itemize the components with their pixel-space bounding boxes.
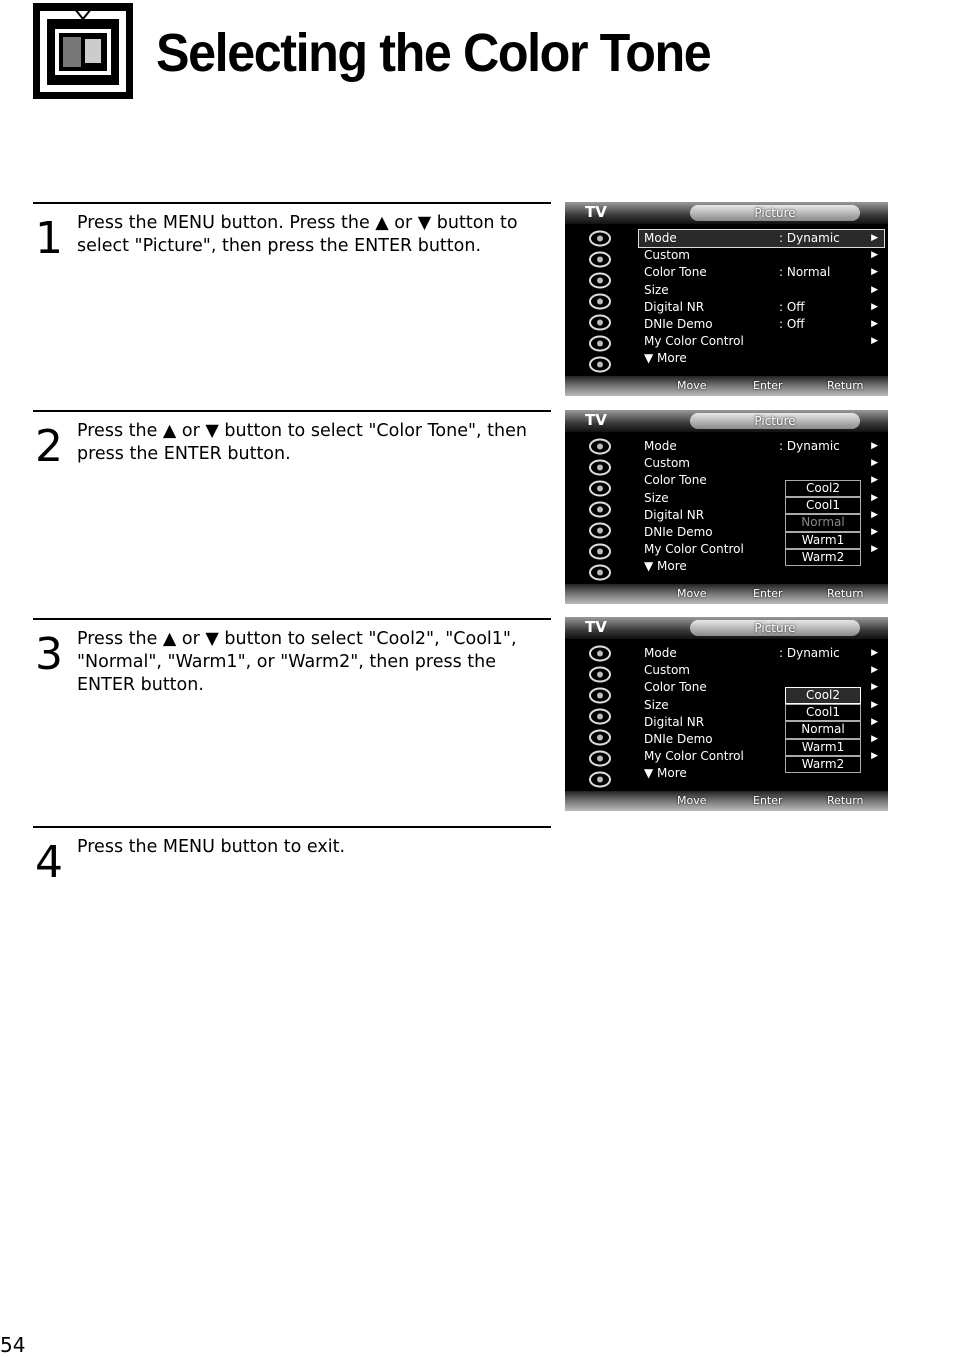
osd-hint-move: Move <box>677 587 707 600</box>
osd-menu-title: Picture <box>690 413 860 429</box>
osd-side-icons <box>579 436 619 586</box>
osd-item-label: Digital NR <box>644 714 705 729</box>
osd-item-label: ▼ More <box>644 351 687 366</box>
osd-item-label: Color Tone <box>644 473 707 488</box>
step-text: Press the ▲ or ▼ button to select "Color Tone", then press the ENTER button. <box>77 421 527 464</box>
osd-item-label: DNIe Demo <box>644 316 713 331</box>
osd-menu-item <box>639 282 884 299</box>
osd-item-value: : Off <box>779 316 805 331</box>
osd-item-label: Size <box>644 697 669 712</box>
right-arrow-icon: ▶ <box>871 336 878 347</box>
osd-menu-title: Picture <box>690 205 860 221</box>
channel-icon <box>587 687 613 704</box>
step-number: 3 <box>35 629 63 680</box>
right-arrow-icon: ▶ <box>871 250 878 261</box>
osd-hint-return: Return <box>827 379 864 392</box>
right-arrow-icon: ▶ <box>871 509 878 520</box>
step-text: Press the ▲ or ▼ button to select "Cool2", "Cool1", "Normal", "Warm1", or "Warm2", then press the ENTER button. <box>77 629 517 695</box>
right-arrow-icon: ▶ <box>871 441 878 451</box>
right-arrow-icon: ▶ <box>871 648 878 658</box>
osd-menu-item <box>639 264 884 281</box>
osd-menu-item <box>639 350 884 367</box>
application-icon <box>587 750 613 767</box>
osd-menu-item <box>639 230 884 247</box>
osd-menu-list <box>639 230 884 368</box>
tv-icon <box>33 3 133 99</box>
osd-tv-tab: TV <box>585 411 607 429</box>
osd-color-tone-option: Warm2 <box>785 756 861 773</box>
osd-item-label: Size <box>644 490 669 505</box>
osd-item-label: Mode <box>644 231 677 245</box>
right-arrow-icon: ▶ <box>871 751 878 762</box>
osd-color-tone-option: Warm1 <box>785 532 861 549</box>
osd-item-label: Digital NR <box>644 507 705 522</box>
right-arrow-icon: ▶ <box>871 492 878 503</box>
osd-side-icons <box>579 228 619 378</box>
osd-menu-item <box>639 316 884 333</box>
osd-top-bar <box>565 202 888 224</box>
osd-item-label: ▼ More <box>644 766 687 781</box>
osd-bottom-bar <box>565 584 888 604</box>
application-icon <box>587 543 613 560</box>
picture-icon <box>587 230 613 247</box>
osd-color-tone-option: Normal <box>785 514 861 531</box>
osd-bottom-bar <box>565 791 888 811</box>
osd-menu-item <box>639 438 884 455</box>
right-arrow-icon: ▶ <box>871 301 878 312</box>
tv-icon <box>587 564 613 581</box>
osd-menu-item <box>639 333 884 350</box>
right-arrow-icon: ▶ <box>871 475 878 486</box>
step-divider <box>33 410 551 412</box>
osd-item-label: Custom <box>644 456 690 471</box>
page-title: Selecting the Color Tone <box>156 23 711 83</box>
osd-item-value: : Dynamic <box>779 646 840 660</box>
osd-screen-picture-menu <box>565 202 888 396</box>
step-number: 2 <box>35 421 63 472</box>
setup-icon <box>587 293 613 310</box>
osd-hint-move: Move <box>677 379 707 392</box>
right-arrow-icon: ▶ <box>871 526 878 537</box>
osd-top-bar <box>565 410 888 432</box>
sound-icon <box>587 459 613 476</box>
osd-item-value: : Off <box>779 299 805 314</box>
osd-screen-color-tone-list <box>565 410 888 604</box>
setup-icon <box>587 708 613 725</box>
osd-item-label: Custom <box>644 248 690 263</box>
right-arrow-icon: ▶ <box>871 544 878 555</box>
osd-item-label: Size <box>644 282 669 297</box>
osd-tv-tab: TV <box>585 203 607 221</box>
application-icon <box>587 335 613 352</box>
osd-screen-color-tone-select <box>565 617 888 811</box>
osd-menu-item <box>639 645 884 662</box>
osd-side-icons <box>579 643 619 793</box>
osd-color-tone-option: Normal <box>785 721 861 738</box>
osd-item-value: : Dynamic <box>779 231 840 245</box>
step-number: 1 <box>35 213 63 264</box>
right-arrow-icon: ▶ <box>871 682 878 693</box>
osd-hint-enter: Enter <box>753 379 783 392</box>
osd-color-tone-option: Warm2 <box>785 549 861 566</box>
picture-icon <box>587 645 613 662</box>
channel-icon <box>587 480 613 497</box>
right-arrow-icon: ▶ <box>871 458 878 469</box>
osd-item-label: My Color Control <box>644 334 744 349</box>
osd-bottom-bar <box>565 376 888 396</box>
osd-color-tone-option: Warm1 <box>785 739 861 756</box>
sound-icon <box>587 251 613 268</box>
right-arrow-icon: ▶ <box>871 267 878 278</box>
setup-icon <box>587 501 613 518</box>
right-arrow-icon: ▶ <box>871 699 878 710</box>
step-divider <box>33 826 551 828</box>
step-text: Press the MENU button to exit. <box>77 837 346 857</box>
input-icon <box>587 522 613 539</box>
osd-item-label: Digital NR <box>644 299 705 314</box>
osd-item-label: DNIe Demo <box>644 731 713 746</box>
osd-menu-item <box>639 662 884 679</box>
step-text: Press the MENU button. Press the ▲ or ▼ button to select "Picture", then press the ENTER button. <box>77 213 518 256</box>
osd-item-value: : Dynamic <box>779 439 840 453</box>
right-arrow-icon: ▶ <box>871 733 878 744</box>
osd-item-label: My Color Control <box>644 542 744 557</box>
osd-color-tone-dropdown <box>785 687 861 773</box>
osd-color-tone-dropdown <box>785 480 861 566</box>
picture-icon <box>587 438 613 455</box>
right-arrow-icon: ▶ <box>871 284 878 295</box>
input-icon <box>587 314 613 331</box>
osd-color-tone-option: Cool2 <box>785 687 861 704</box>
osd-hint-move: Move <box>677 794 707 807</box>
osd-hint-enter: Enter <box>753 794 783 807</box>
input-icon <box>587 729 613 746</box>
osd-hint-return: Return <box>827 794 864 807</box>
osd-item-value: : Normal <box>779 265 831 280</box>
osd-item-label: Mode <box>644 646 677 660</box>
osd-menu-item <box>639 247 884 264</box>
step-number: 4 <box>35 837 63 888</box>
osd-menu-title: Picture <box>690 620 860 636</box>
osd-item-label: ▼ More <box>644 559 687 574</box>
tv-icon <box>587 356 613 373</box>
channel-icon <box>587 272 613 289</box>
osd-menu-item <box>639 455 884 472</box>
osd-color-tone-option: Cool1 <box>785 704 861 721</box>
osd-menu-item <box>639 299 884 316</box>
osd-item-label: DNIe Demo <box>644 524 713 539</box>
osd-item-label: My Color Control <box>644 749 744 764</box>
osd-item-label: Color Tone <box>644 680 707 695</box>
osd-tv-tab: TV <box>585 618 607 636</box>
osd-item-label: Custom <box>644 663 690 678</box>
right-arrow-icon: ▶ <box>871 716 878 727</box>
osd-hint-enter: Enter <box>753 587 783 600</box>
right-arrow-icon: ▶ <box>871 665 878 676</box>
osd-top-bar <box>565 617 888 639</box>
osd-hint-return: Return <box>827 587 864 600</box>
osd-item-label: Mode <box>644 439 677 453</box>
page-number: 54 <box>0 1333 26 1357</box>
right-arrow-icon: ▶ <box>871 233 878 243</box>
osd-item-label: Color Tone <box>644 265 707 280</box>
right-arrow-icon: ▶ <box>871 318 878 329</box>
osd-color-tone-option: Cool1 <box>785 497 861 514</box>
sound-icon <box>587 666 613 683</box>
step-divider <box>33 618 551 620</box>
osd-color-tone-option: Cool2 <box>785 480 861 497</box>
step-divider <box>33 202 551 204</box>
tv-icon <box>587 771 613 788</box>
